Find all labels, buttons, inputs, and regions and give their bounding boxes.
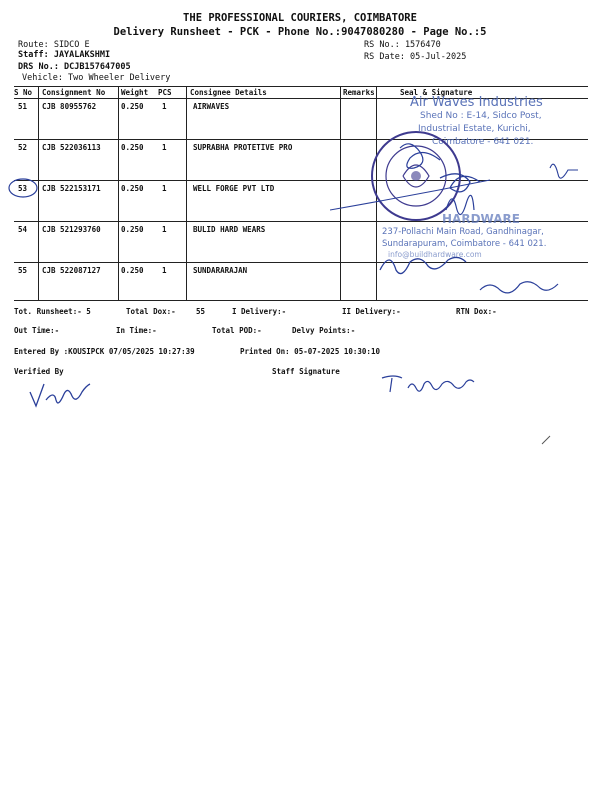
cell-consignee: SUPRABHA PROTETIVE PRO [193, 143, 293, 152]
total-dox-value: 55 [196, 307, 206, 316]
total-runsheet: Tot. Runsheet:- 5 [14, 307, 91, 316]
cell-sno: 53 [18, 184, 28, 193]
cell-pcs: 1 [162, 225, 167, 234]
verified-signature-icon [26, 372, 96, 412]
hardware-stamp-name: HARDWARE [442, 212, 520, 226]
cell-consignee: SUNDARARAJAN [193, 266, 248, 275]
header-pcs: PCS [158, 88, 172, 97]
drs-label: DRS No.: DCJB157647005 [18, 62, 131, 72]
cell-consignment: CJB 522036113 [42, 143, 101, 152]
cell-consignment: CJB 522153171 [42, 184, 101, 193]
hardware-stamp-line1: 237-Pollachi Main Road, Gandhinagar, [382, 227, 544, 237]
rtn-dox: RTN Dox:- [456, 307, 497, 316]
runsheet-subtitle: Delivery Runsheet - PCK - Phone No.:9047080280 - Page No.:5 [113, 26, 487, 38]
hardware-stamp-line3: info@buildhardware.com [388, 250, 482, 259]
cell-consignee: AIRWAVES [193, 102, 230, 111]
hardware-stamp-line2: Sundarapuram, Coimbatore - 641 021. [382, 239, 547, 249]
total-dox-label: Total Dox:- [126, 307, 176, 316]
cell-sno: 55 [18, 266, 28, 275]
cell-consignment: CJB 521293760 [42, 225, 101, 234]
cell-weight: 0.250 [121, 143, 144, 152]
header-seal-signature: Seal & Signature [400, 88, 473, 97]
in-time: In Time:- [116, 326, 157, 335]
total-pod: Total POD:- [212, 326, 262, 335]
cell-pcs: 1 [162, 184, 167, 193]
cell-pcs: 1 [162, 143, 167, 152]
circle-mark-icon [6, 176, 40, 200]
cell-weight: 0.250 [121, 225, 144, 234]
ii-delivery: II Delivery:- [342, 307, 401, 316]
company-title: THE PROFESSIONAL COURIERS, COIMBATORE [183, 12, 417, 24]
cell-consignee: WELL FORGE PVT LTD [193, 184, 275, 193]
pen-mark-icon [540, 434, 552, 446]
airwaves-stamp-line1: Shed No : E-14, Sidco Post, [420, 111, 542, 121]
rs-number: RS No.: 1576470 [364, 40, 441, 50]
cell-consignment: CJB 80955762 [42, 102, 97, 111]
header-consignment: Consignment No [42, 88, 106, 97]
verified-by-label: Verified By [14, 367, 64, 376]
cell-weight: 0.250 [121, 266, 144, 275]
staff-signature-label: Staff Signature [272, 367, 340, 376]
airwaves-stamp-line3: Coimbatore - 641 021. [432, 137, 534, 147]
cell-sno: 51 [18, 102, 28, 111]
vehicle-label: Vehicle: Two Wheeler Delivery [22, 73, 171, 83]
header-consignee: Consignee Details [190, 88, 267, 97]
cell-weight: 0.250 [121, 184, 144, 193]
airwaves-stamp-name: Air Waves Industries [410, 95, 543, 110]
header-sno: S No [14, 88, 33, 97]
route-label: Route: SIDCO E [18, 40, 90, 50]
header-weight: Weight [121, 88, 149, 97]
staff-signature-icon [378, 372, 498, 398]
cell-consignee: BULID HARD WEARS [193, 225, 266, 234]
signature-scribbles-icon [330, 130, 590, 300]
staff-label: Staff: JAYALAKSHMI [18, 50, 111, 60]
cell-sno: 54 [18, 225, 28, 234]
airwaves-stamp-line2: Industrial Estate, Kurichi, [418, 124, 531, 134]
cell-weight: 0.250 [121, 102, 144, 111]
header-remarks: Remarks [343, 88, 375, 97]
rs-date: RS Date: 05-Jul-2025 [364, 52, 467, 62]
i-delivery: I Delivery:- [232, 307, 287, 316]
printed-on: Printed On: 05-07-2025 10:30:10 [240, 347, 380, 356]
cell-sno: 52 [18, 143, 28, 152]
cell-consignment: CJB 522087127 [42, 266, 101, 275]
out-time: Out Time:- [14, 326, 60, 335]
entered-by: Entered By :KOUSIPCK 07/05/2025 10:27:39 [14, 347, 195, 356]
cell-pcs: 1 [162, 266, 167, 275]
cell-pcs: 1 [162, 102, 167, 111]
delivery-points: Delvy Points:- [292, 326, 356, 335]
